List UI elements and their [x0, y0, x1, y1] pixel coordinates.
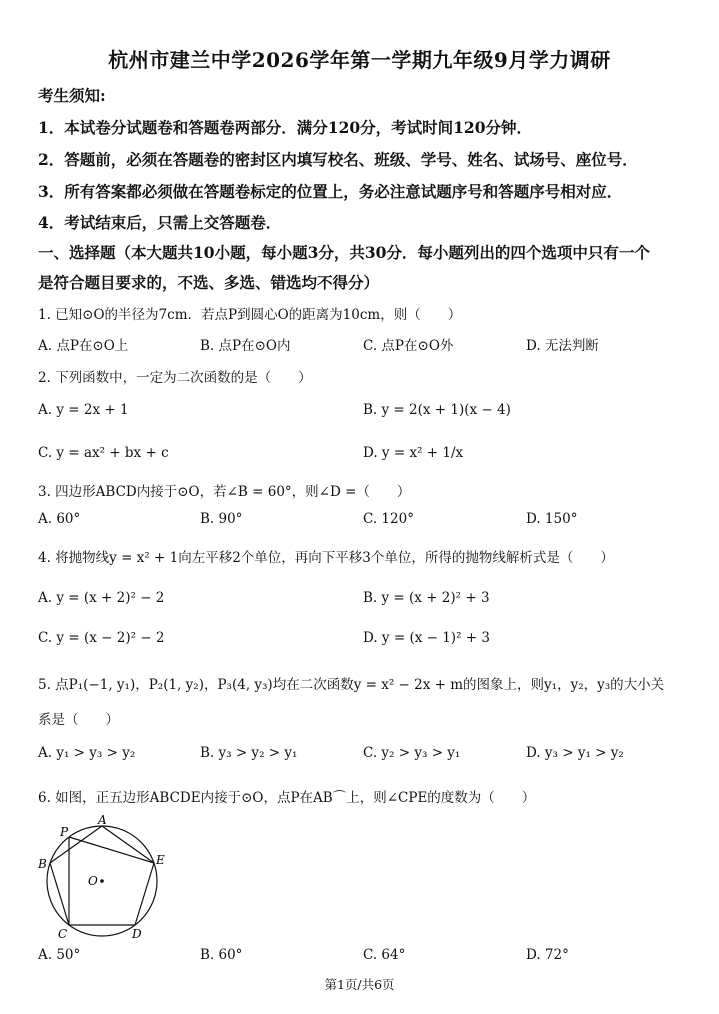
page-title: 杭州市建兰中学2026学年第一学期九年级9月学力调研 — [108, 48, 611, 72]
q2-option-b: B. y = 2(x + 1)(x − 4) — [363, 402, 511, 418]
question-3-stem: 3. 四边形ABCD内接于⊙O，若∠B = 60°，则∠D =（ ） — [38, 484, 411, 500]
q1-option-d: D. 无法判断 — [526, 338, 599, 354]
q6-option-a: A. 50° — [38, 947, 81, 963]
notice-item: 3．所有答案都必须做在答题卷标定的位置上，务必注意试题序号和答题序号相对应． — [38, 182, 623, 201]
q3-option-d: D. 150° — [526, 511, 578, 527]
q5-option-b: B. y₃ > y₂ > y₁ — [200, 745, 298, 761]
figure-label-c: C — [58, 927, 68, 941]
q4-option-b: B. y = (x + 2)² + 3 — [363, 590, 490, 606]
q3-option-c: C. 120° — [363, 511, 414, 527]
question-1-stem: 1. 已知⊙O的半径为7cm．若点P到圆心O的距离为10cm，则（ ） — [38, 307, 462, 323]
figure-label-a: A — [98, 813, 107, 827]
q5-option-c: C. y₂ > y₃ > y₁ — [363, 745, 461, 761]
q1-option-a: A. 点P在⊙O上 — [38, 338, 129, 354]
q2-option-d: D. y = x² + 1/x — [363, 445, 464, 461]
q6-option-c: C. 64° — [363, 947, 406, 963]
q3-option-a: A. 60° — [38, 511, 81, 527]
pentagon-circle-figure — [36, 812, 166, 942]
figure-label-b: B — [38, 857, 47, 871]
question-6-stem: 6. 如图，正五边形ABCDE内接于⊙O，点P在AB⌒上，则∠CPE的度数为（ ） — [38, 790, 536, 806]
q6-option-b: B. 60° — [200, 947, 243, 963]
figure-label-e: E — [156, 853, 165, 867]
notice-item: 2．答题前，必须在答题卷的密封区内填写校名、班级、学号、姓名、试场号、座位号． — [38, 150, 638, 169]
q1-option-b: B. 点P在⊙O内 — [200, 338, 291, 354]
notice-item: 1．本试卷分试题卷和答题卷两部分．满分120分，考试时间120分钟． — [38, 118, 532, 137]
q4-option-d: D. y = (x − 1)² + 3 — [363, 630, 490, 646]
figure-label-p: P — [60, 825, 69, 839]
q5-option-d: D. y₃ > y₁ > y₂ — [526, 745, 624, 761]
notice-heading: 考生须知: — [38, 86, 106, 105]
question-5-stem: 5. 点P₁(−1, y₁)，P₂(1, y₂)，P₃(4, y₃)均在二次函数y = x² − 2x + m的图象上，则y₁，y₂，y₃的大小关 — [38, 677, 665, 693]
q4-option-a: A. y = (x + 2)² − 2 — [38, 590, 165, 606]
section-heading: 一、选择题（本大题共10小题，每小题3分，共30分．每小题列出的四个选项中只有一个 — [38, 243, 650, 262]
q2-option-c: C. y = ax² + bx + c — [38, 445, 169, 461]
section-heading-cont: 是符合题目要求的，不选、多选、错选均不得分） — [38, 273, 380, 292]
q3-option-b: B. 90° — [200, 511, 243, 527]
q6-option-d: D. 72° — [526, 947, 569, 963]
figure-label-o: O — [88, 874, 98, 888]
question-4-stem: 4. 将抛物线y = x² + 1向左平移2个单位，再向下平移3个单位，所得的抛物线解析式是（ ） — [38, 550, 614, 566]
q4-option-c: C. y = (x − 2)² − 2 — [38, 630, 165, 646]
page-footer: 第1页/共6页 — [324, 977, 395, 992]
q5-option-a: A. y₁ > y₃ > y₂ — [38, 745, 136, 761]
q1-option-c: C. 点P在⊙O外 — [363, 338, 454, 354]
question-5-stem-cont: 系是（ ） — [38, 712, 119, 728]
notice-item: 4．考试结束后，只需上交答题卷． — [38, 213, 282, 232]
q2-option-a: A. y = 2x + 1 — [38, 402, 129, 418]
question-2-stem: 2. 下列函数中，一定为二次函数的是（ ） — [38, 370, 312, 386]
figure-label-d: D — [132, 927, 142, 941]
